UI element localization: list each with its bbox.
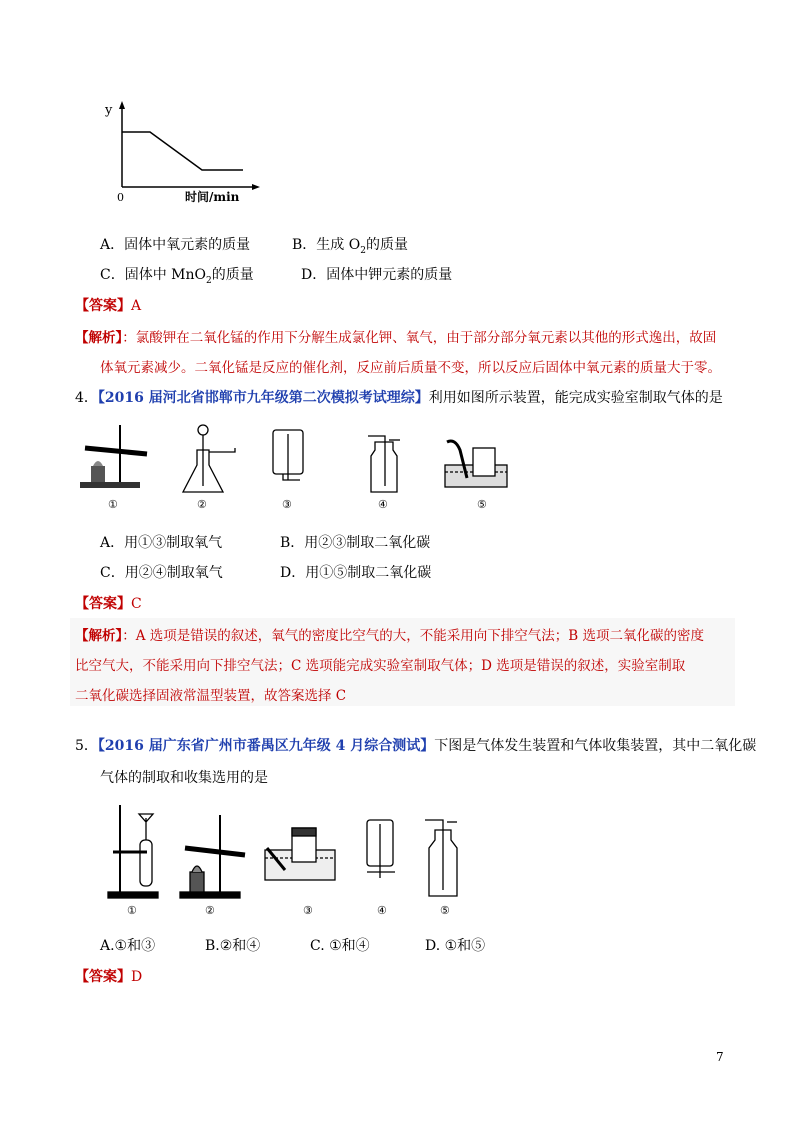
q3-analysis-line-1: 【解析】：氯酸钾在二氧化锰的作用下分解生成氯化钾、氧气，由于部分部分氧元素以其他的形式逸出，故固 bbox=[75, 330, 717, 346]
q4-analysis-line-2: 比空气大，不能采用向下排空气法；C 选项能完成实验室制取气体；D 选项是错误的叙述，实验室制取 bbox=[75, 658, 686, 674]
q4-analysis-line-3: 二氧化碳选择固液常温型装置，故答案选择 C bbox=[75, 688, 347, 704]
y-axis-label: y bbox=[105, 103, 113, 118]
q4-option-c: C．用②④制取氧气 bbox=[100, 565, 223, 581]
apparatus-4-label: ④ bbox=[378, 498, 388, 511]
q3-option-c: C．固体中 MnO$_2$的质量 bbox=[100, 267, 254, 286]
q3-analysis-line-2: 体氧元素减少。二氧化锰是反应的催化剂，反应前后质量不变，所以反应后固体中氧元素的质量大于零。 bbox=[100, 360, 721, 376]
q5-option-c: C. ①和④ bbox=[310, 938, 370, 954]
x-axis-label: 时间/min bbox=[185, 190, 240, 204]
q3-answer: 【答案】A bbox=[75, 298, 142, 314]
q4-option-b: B．用②③制取二氧化碳 bbox=[280, 535, 431, 551]
mass-time-graph bbox=[95, 95, 275, 210]
apparatus-2-label: ② bbox=[197, 498, 207, 511]
apparatus-2-flask bbox=[183, 425, 235, 492]
apparatus-5-label: ⑤ bbox=[477, 498, 487, 511]
graph-curve bbox=[122, 132, 243, 170]
q5-apparatus-2-label: ② bbox=[205, 904, 215, 917]
x-axis-arrow bbox=[252, 184, 260, 190]
q4-stem: 4．【2016 届河北省邯郸市九年级第二次模拟考试理综】利用如图所示装置，能完成实验室制取气体的是 bbox=[75, 390, 723, 406]
y-axis-arrow bbox=[119, 101, 125, 109]
q5-answer: 【答案】D bbox=[75, 969, 143, 985]
apparatus-3-bottle bbox=[273, 430, 303, 480]
q5-apparatus-5 bbox=[425, 820, 457, 896]
q4-apparatus-figure bbox=[75, 420, 535, 515]
q4-option-a: A．用①③制取氧气 bbox=[100, 535, 223, 551]
q5-option-a: A.①和③ bbox=[100, 938, 156, 954]
q4-option-d: D．用①⑤制取二氧化碳 bbox=[280, 565, 432, 581]
q5-apparatus-3 bbox=[265, 828, 335, 880]
q5-apparatus-1 bbox=[108, 805, 158, 898]
q5-stem-line-1: 5．【2016 届广东省广州市番禺区九年级 4 月综合测试】下图是气体发生装置和气体收集装置，其中二氧化碳 bbox=[75, 738, 757, 754]
apparatus-5-trough bbox=[445, 441, 507, 487]
q5-apparatus-3-label: ③ bbox=[303, 904, 313, 917]
apparatus-1-heating bbox=[80, 425, 147, 488]
q3-option-a: A．固体中氧元素的质量 bbox=[100, 237, 251, 253]
q5-apparatus-1-label: ① bbox=[127, 904, 137, 917]
origin-label: 0 bbox=[117, 191, 124, 204]
q4-answer: 【答案】C bbox=[75, 596, 142, 612]
apparatus-1-label: ① bbox=[108, 498, 118, 511]
q5-option-d: D. ①和⑤ bbox=[425, 938, 486, 954]
q5-option-b: B.②和④ bbox=[205, 938, 261, 954]
q3-option-d: D．固体中钾元素的质量 bbox=[301, 267, 453, 283]
page-number: 7 bbox=[716, 1050, 724, 1064]
q5-stem-line-2: 气体的制取和收集选用的是 bbox=[100, 770, 268, 786]
apparatus-4-bottle bbox=[368, 436, 400, 492]
q5-apparatus-4-label: ④ bbox=[377, 904, 387, 917]
q5-apparatus-5-label: ⑤ bbox=[440, 904, 450, 917]
q5-apparatus-4 bbox=[367, 820, 395, 878]
q5-apparatus-2 bbox=[180, 815, 245, 898]
q5-apparatus-figure bbox=[105, 800, 485, 920]
q3-option-b: B．生成 $O_2$的质量 bbox=[292, 237, 408, 256]
apparatus-3-label: ③ bbox=[282, 498, 292, 511]
q4-analysis-line-1: 【解析】：A 选项是错误的叙述，氧气的密度比空气的大，不能采用向下排空气法；B 选项二氧化碳的密度 bbox=[75, 628, 705, 644]
